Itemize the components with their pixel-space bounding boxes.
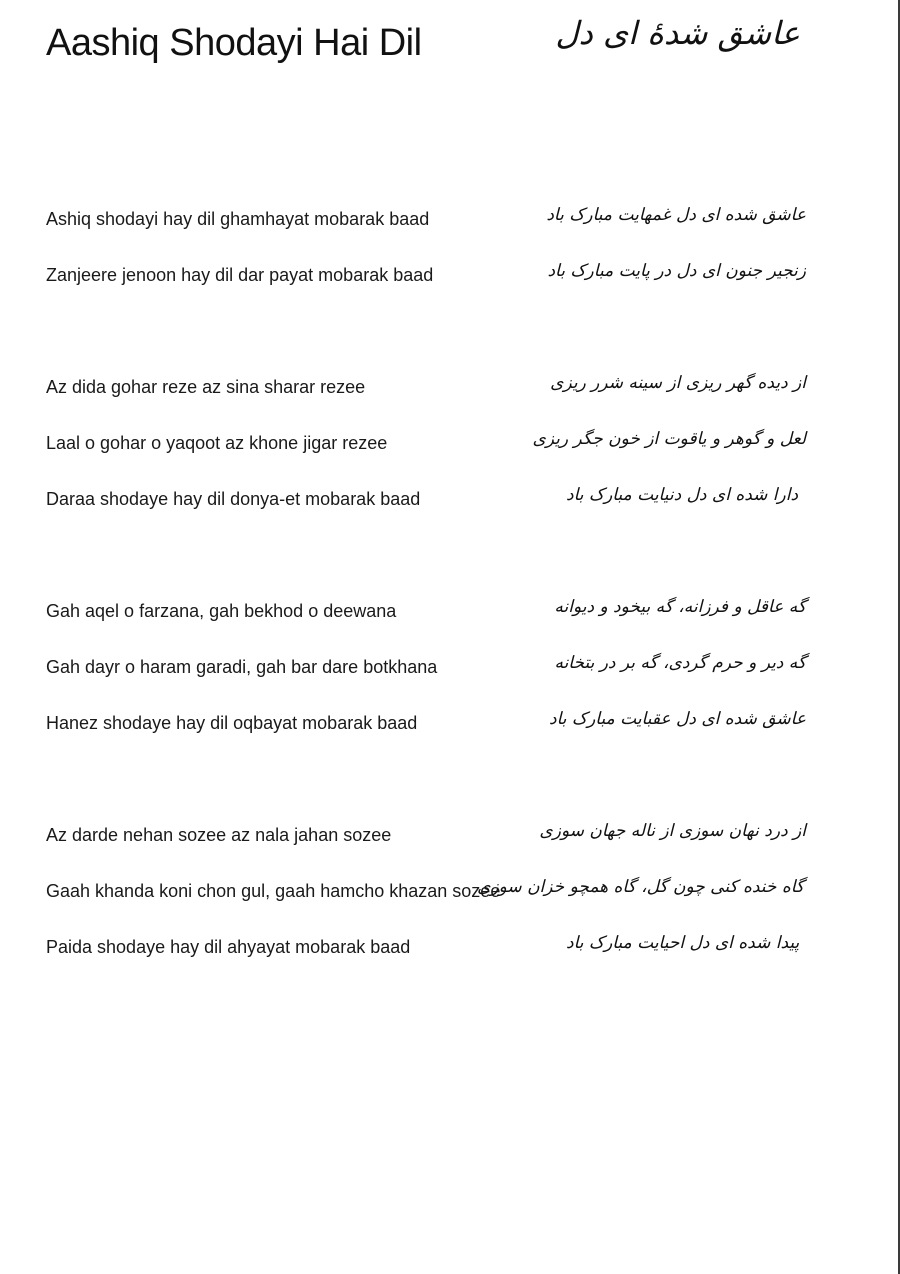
verse-line	[0, 873, 900, 913]
verse-persian: گه دیر و حرم گردی، گه بر در بتخانه	[554, 653, 806, 673]
verse-persian: از درد نهان سوزی از ناله جهان سوزی	[539, 821, 806, 841]
verse-line	[0, 705, 900, 745]
verse-line	[0, 481, 900, 521]
page-title-persian: عاشق شدهٔ ای دل	[555, 14, 800, 52]
verse-latin: Zanjeere jenoon hay dil dar payat mobarak baad	[46, 265, 434, 285]
verse-line	[0, 817, 900, 857]
verse-line	[0, 201, 900, 241]
verse-latin: Gah dayr o haram garadi, gah bar dare botkhana	[46, 657, 438, 677]
verse-persian: گاه خنده کنی چون گل، گاه همچو خزان سوزی	[477, 877, 804, 897]
verse-latin: Daraa shodaye hay dil donya-et mobarak baad	[46, 489, 421, 509]
verse-persian: دارا شده ای دل دنیایت مبارک باد	[566, 485, 799, 505]
verse-persian: از دیده گهر ریزی از سینه شرر ریزی	[550, 373, 806, 393]
verse-persian: گه عاقل و فرزانه، گه بیخود و دیوانه	[554, 597, 806, 617]
verse-persian: لعل و گوهر و یاقوت از خون جگر ریزی	[532, 429, 806, 449]
verse-line	[0, 369, 900, 409]
verse-persian: پیدا شده ای دل احیایت مبارک باد	[566, 933, 800, 953]
verse-latin: Gaah khanda koni chon gul, gaah hamcho khazan sozee	[46, 881, 501, 901]
verse-line	[0, 649, 900, 689]
verse-latin: Ashiq shodayi hay dil ghamhayat mobarak baad	[46, 209, 430, 229]
verse-line	[0, 929, 900, 969]
verse-line	[0, 425, 900, 465]
verse-latin: Hanez shodaye hay dil oqbayat mobarak baad	[46, 713, 418, 733]
verse-line	[0, 593, 900, 633]
verse-latin: Laal o gohar o yaqoot az khone jigar rezee	[46, 433, 388, 453]
verse-latin: Gah aqel o farzana, gah bekhod o deewana	[46, 601, 397, 621]
verse-latin: Az darde nehan sozee az nala jahan sozee	[46, 825, 392, 845]
verse-persian: عاشق شده ای دل عقبایت مبارک باد	[549, 709, 806, 729]
verse-persian: عاشق شده ای دل غمهایت مبارک باد	[546, 205, 806, 225]
verse-line	[0, 257, 900, 297]
verse-latin: Az dida gohar reze az sina sharar rezee	[46, 377, 366, 397]
page-title: Aashiq Shodayi Hai Dil	[46, 22, 422, 64]
verse-latin: Paida shodaye hay dil ahyayat mobarak baad	[46, 937, 411, 957]
verse-persian: زنجیر جنون ای دل در پایت مبارک باد	[547, 261, 806, 281]
